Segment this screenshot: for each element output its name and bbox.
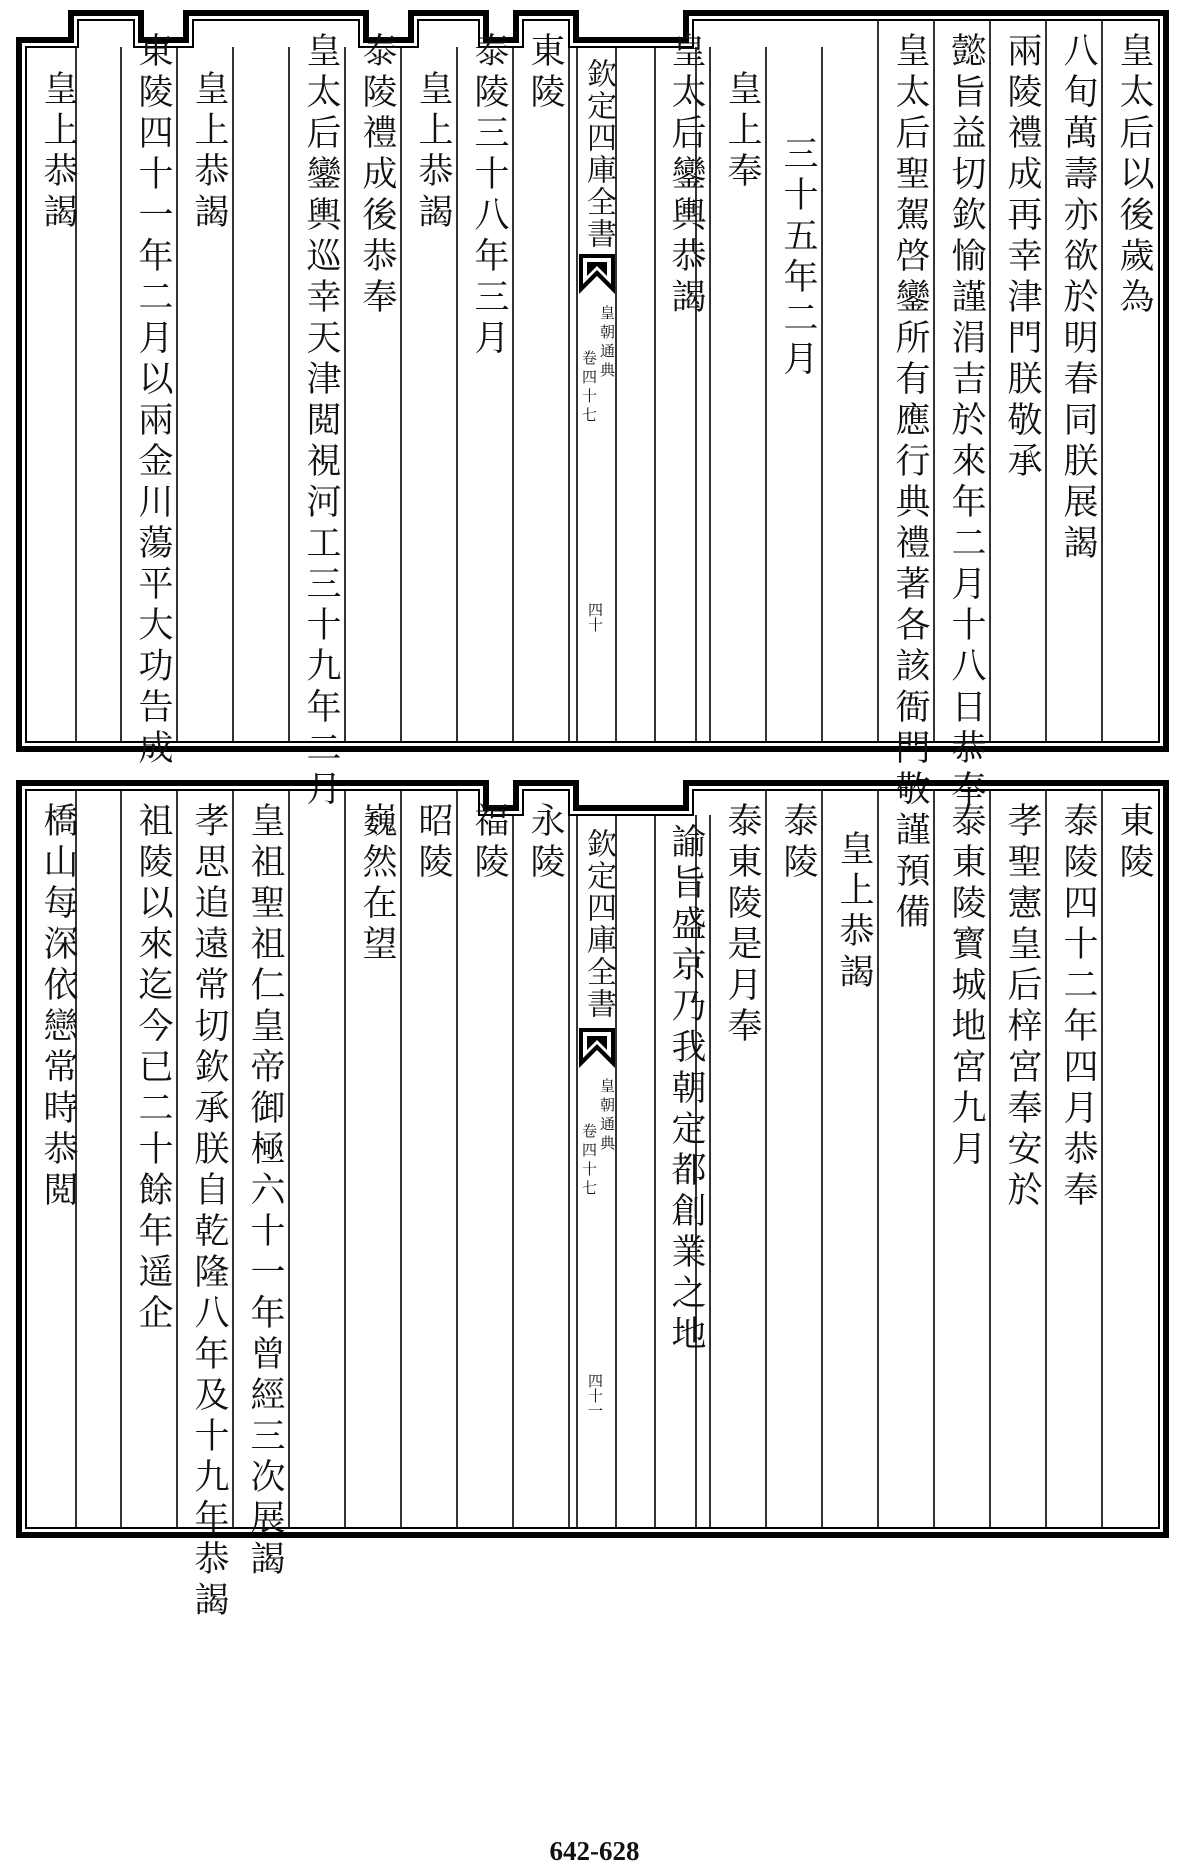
lower-book-subtitle-b: 卷四十七 [580, 1123, 598, 1199]
lower-text-column-14: 孝思追遠常切欽承朕自乾隆八年及十九年恭謁 [189, 802, 229, 1622]
lower-text-column-8: 諭旨盛京乃我朝定都創業之地 [666, 823, 706, 1356]
page-caption: 642-628 [549, 1836, 640, 1866]
upper-text-column-10: 泰陵三十八年三月 [469, 32, 509, 360]
lower-page [16, 778, 1172, 1622]
lower-book-title: 欽定四庫全書 [581, 828, 616, 1020]
lower-text-column-9: 永陵 [525, 802, 565, 884]
upper-fish-tail-mark [579, 254, 615, 294]
lower-fish-tail-mark [579, 1028, 615, 1068]
upper-book-subtitle-b: 卷四十七 [580, 350, 598, 426]
lower-text-column-13: 皇祖聖祖仁皇帝御極六十一年曾經三次展謁 [245, 802, 285, 1581]
upper-text-column-16: 皇上恭謁 [38, 70, 78, 234]
lower-text-column-7: 泰東陵是月奉 [722, 802, 762, 1048]
upper-text-column-5: 皇太后聖駕啓鑾所有應行典禮著各該衙門敬謹預備 [890, 32, 930, 934]
upper-book-title: 欽定四庫全書 [581, 58, 616, 250]
lower-text-column-12: 巍然在望 [357, 802, 397, 966]
upper-text-column-13: 皇太后鑾輿巡幸天津閲視河工三十九年二月 [301, 32, 341, 811]
upper-page-number: 四十 [586, 602, 604, 632]
upper-text-column-12: 泰陵禮成後恭奉 [357, 32, 397, 319]
upper-text-column-8: 皇太后鑾輿恭謁 [666, 32, 706, 319]
lower-page-number: 四十一 [586, 1373, 604, 1418]
upper-text-column-15: 東陵四十一年二月以兩金川蕩平大功告成 [133, 32, 173, 770]
upper-text-column-14: 皇上恭謁 [189, 70, 229, 234]
upper-text-column-11: 皇上恭謁 [413, 70, 453, 234]
upper-text-column-7: 皇上奉 [722, 70, 762, 193]
lower-text-column-2: 泰陵四十二年四月恭奉 [1058, 802, 1098, 1212]
upper-text-column-4: 懿旨益切欽愉謹涓吉於來年二月十八日恭奉 [946, 32, 986, 811]
upper-text-column-2: 八旬萬壽亦欲於明春同朕展謁 [1058, 32, 1098, 565]
lower-text-column-16: 橋山每深依戀常時恭閲 [38, 802, 78, 1212]
upper-text-column-3: 兩陵禮成再幸津門朕敬承 [1002, 32, 1042, 483]
upper-book-subtitle-a: 皇朝通典 [598, 305, 616, 381]
lower-text-column-3: 孝聖憲皇后梓宮奉安於 [1002, 802, 1042, 1212]
upper-text-column-6: 三十五年二月 [778, 135, 818, 381]
upper-text-column-1: 皇太后以後歲為 [1114, 32, 1154, 319]
upper-text-column-9: 東陵 [525, 32, 565, 114]
lower-text-column-10: 福陵 [469, 802, 509, 884]
lower-text-column-1: 東陵 [1114, 802, 1154, 884]
lower-book-subtitle-a: 皇朝通典 [598, 1078, 616, 1154]
lower-text-column-5: 皇上恭謁 [834, 830, 874, 994]
lower-text-column-4: 泰東陵寳城地宮九月 [946, 802, 986, 1171]
lower-text-column-6: 泰陵 [778, 802, 818, 884]
lower-text-column-15: 祖陵以來迄今已二十餘年遥企 [133, 802, 173, 1335]
lower-text-column-11: 昭陵 [413, 802, 453, 884]
